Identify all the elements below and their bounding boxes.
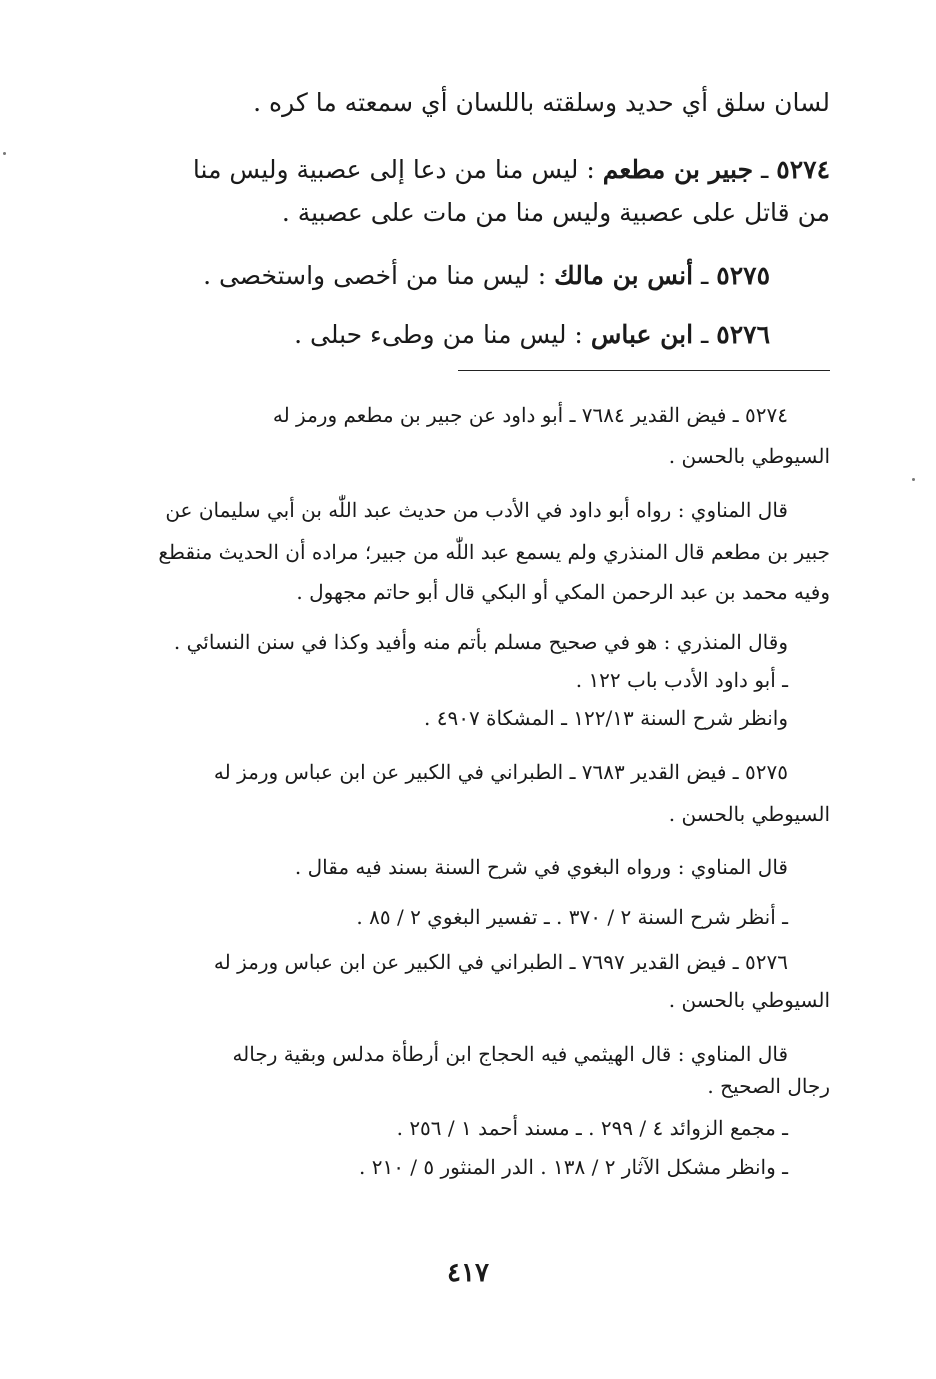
note-line: السيوطي بالحسن .: [668, 444, 830, 468]
note-line: ٥٢٧٦ ـ فيض القدير ٧٦٩٧ ـ الطبراني في الكبير عن ابن عباس ورمز له: [213, 950, 788, 974]
note-line: قال المناوي : رواه أبو داود في الأدب من حديث عبد اللّٰه بن أبي سليمان عن: [165, 498, 788, 522]
note-line: قال المناوي : ورواه البغوي في شرح السنة بسند فيه مقال .: [294, 855, 788, 879]
note-line: ـ أنظر شرح السنة ٢ / ٣٧٠ . ـ تفسير البغوي ٢ / ٨٥ .: [356, 905, 788, 929]
entry-5275: ٥٢٧٥ ـ أنس بن مالك : ليس منا من أخصى واستخصى .: [203, 261, 770, 290]
narrator-name: أنس بن مالك: [554, 261, 694, 290]
continuation-line: لسان سلق أي حديد وسلقته باللسان أي سمعته ما كره .: [253, 88, 830, 117]
hadith-text: ليس منا من دعا إلى عصبية وليس منا: [192, 155, 579, 184]
note-line: ـ وانظر مشكل الآثار ٢ / ١٣٨ . الدر المنثور ٥ / ٢١٠ .: [358, 1155, 788, 1179]
narrator-name: جبير بن مطعم: [602, 155, 754, 184]
scan-speck: [3, 152, 6, 155]
note-line: وانظر شرح السنة ١٢٢/١٣ ـ المشكاة ٤٩٠٧ .: [424, 706, 788, 730]
entry-number: ٥٢٧٥: [716, 261, 770, 290]
narrator-name: ابن عباس: [590, 320, 694, 349]
page-number: ٤١٧: [447, 1258, 489, 1288]
hadith-text: ليس منا من وطىء حبلى .: [294, 320, 567, 349]
note-line: وقال المنذري : هو في صحيح مسلم بأتم منه وأفيد وكذا في سنن النسائي .: [173, 630, 788, 654]
note-line: ٥٢٧٤ ـ فيض القدير ٧٦٨٤ ـ أبو داود عن جبير بن مطعم ورمز له: [272, 403, 788, 427]
note-line: ـ أبو داود الأدب باب ١٢٢ .: [575, 668, 788, 692]
note-line: السيوطي بالحسن .: [668, 988, 830, 1012]
note-line: جبير بن مطعم قال المنذري ولم يسمع عبد اللّٰه من جبير؛ مراده أن الحديث منقطع: [158, 540, 830, 564]
note-line: السيوطي بالحسن .: [668, 802, 830, 826]
entry-5276: ٥٢٧٦ ـ ابن عباس : ليس منا من وطىء حبلى .: [294, 320, 770, 349]
footnote-separator: [458, 370, 830, 371]
hadith-text: ليس منا من أخصى واستخصى .: [203, 261, 530, 290]
entry-number: ٥٢٧٤: [776, 155, 830, 184]
note-line: رجال الصحيح .: [707, 1074, 830, 1098]
scan-speck: [912, 478, 915, 481]
note-line: ـ مجمع الزوائد ٤ / ٢٩٩ . ـ مسند أحمد ١ / ٢٥٦ .: [396, 1116, 788, 1140]
note-line: وفيه محمد بن عبد الرحمن المكي أو البكي قال أبو حاتم مجهول .: [296, 580, 830, 604]
entry-number: ٥٢٧٦: [716, 320, 770, 349]
note-line: قال المناوي : قال الهيثمي فيه الحجاج ابن أرطأة مدلس وبقية رجاله: [232, 1042, 788, 1066]
entry-5274-line2: من قاتل على عصبية وليس منا من مات على عصبية .: [281, 198, 830, 227]
note-line: ٥٢٧٥ ـ فيض القدير ٧٦٨٣ ـ الطبراني في الكبير عن ابن عباس ورمز له: [213, 760, 788, 784]
entry-5274: ٥٢٧٤ ـ جبير بن مطعم : ليس منا من دعا إلى عصبية وليس منا: [192, 155, 830, 184]
